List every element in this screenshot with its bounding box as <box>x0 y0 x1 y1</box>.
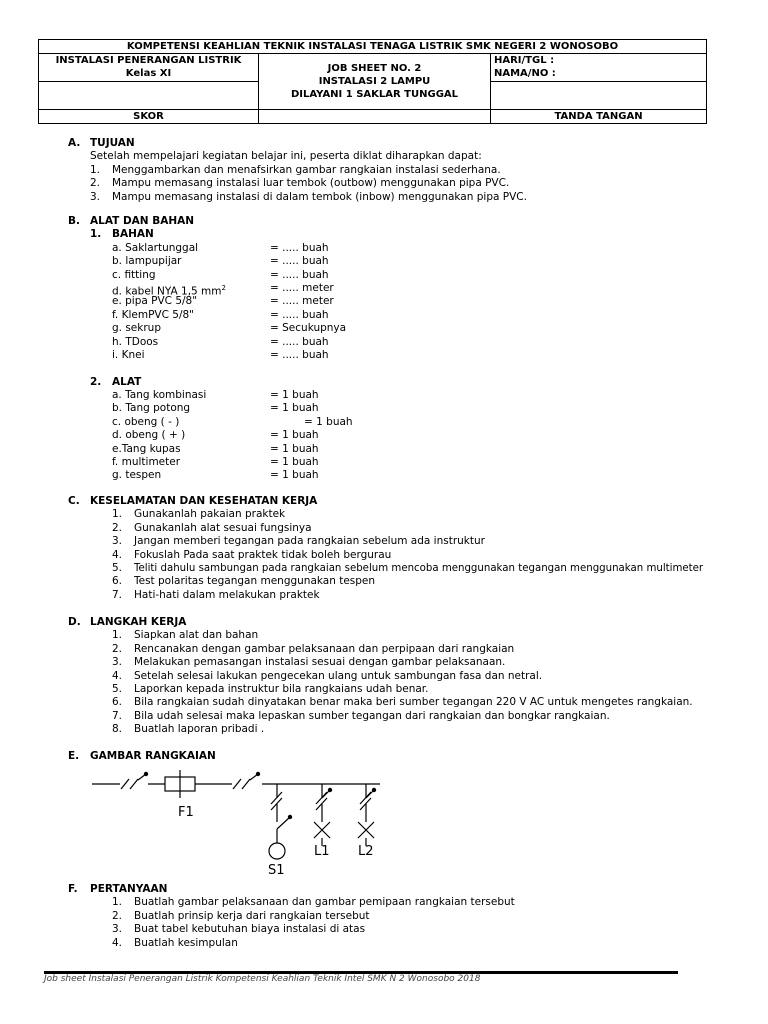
item-number: 8. <box>112 723 123 736</box>
material-qty: = ..... buah <box>270 335 329 348</box>
list-item: Mampu memasang instalasi di dalam tembok (inbow) menggunakan pipa PVC. <box>112 190 527 203</box>
item-number: 7. <box>112 709 123 722</box>
item-number: 4. <box>112 669 123 682</box>
break-mark-left <box>121 774 146 789</box>
material-name: g. sekrup <box>112 322 161 335</box>
list-item: Setelah selesai lakukan pengecekan ulang untuk sambungan fasa dan netral. <box>134 669 543 682</box>
list-item: Jangan memberi tegangan pada rangkaian sebelum ada instruktur <box>134 535 485 548</box>
tool-qty: = 1 buah <box>270 469 319 482</box>
empty-cell-right <box>491 82 707 110</box>
job-title-cell <box>259 54 491 110</box>
switch-symbol <box>269 843 285 859</box>
section-title: TUJUAN <box>90 137 135 149</box>
item-number: 6. <box>112 696 123 709</box>
job-number: JOB SHEET NO. 2 <box>327 63 422 74</box>
material-name: f. KlemPVC 5/8" <box>112 308 195 321</box>
subsection-title: BAHAN <box>112 228 154 241</box>
section-title: KESELAMATAN DAN KESEHATAN KERJA <box>90 495 318 507</box>
tool-name: g. tespen <box>112 469 162 482</box>
subsection-number: 2. <box>90 375 102 388</box>
list-item: Buatlah gambar pelaksanaan dan gambar pemipaan rangkaian tersebut <box>134 896 515 909</box>
section-letter: D. <box>68 616 81 628</box>
tool-qty: = 1 buah <box>270 389 319 402</box>
item-number: 3. <box>112 923 123 936</box>
item-number: 3. <box>90 190 101 203</box>
footer-text: Job sheet Instalasi Penerangan Listrik Kompetensi Keahlian Teknik Intel SMK N 2 Wonosobo 2018 <box>44 974 481 984</box>
item-number: 5. <box>112 561 123 574</box>
list-item: Siapkan alat dan bahan <box>134 629 259 642</box>
section-letter: F. <box>68 883 78 895</box>
class-name: Kelas XI <box>125 68 172 79</box>
header-table <box>38 39 707 124</box>
item-number: 4. <box>112 548 123 561</box>
list-item: Gunakanlah pakaian praktek <box>134 508 286 521</box>
tool-qty: = 1 buah <box>270 456 319 469</box>
list-item: Gunakanlah alat sesuai fungsinya <box>134 521 312 534</box>
lamp2-symbol <box>358 822 374 838</box>
subject-name: INSTALASI PENERANGAN LISTRIK <box>55 55 242 66</box>
list-item: Test polaritas tegangan menggunakan tespen <box>134 575 376 588</box>
list-item: Laporkan kepada instruktur bila rangkaians udah benar. <box>134 682 429 695</box>
break-mark-mid <box>233 774 258 789</box>
item-number: 1. <box>112 629 123 642</box>
score-label: SKOR <box>39 110 259 124</box>
list-item: Teliti dahulu sambungan pada rangkaian sebelum mencoba menggunakan tegangan menggunakan multimeter <box>134 562 704 574</box>
list-item: Hati-hati dalam melakukan praktek <box>134 588 320 601</box>
material-qty: = ..... buah <box>270 241 329 254</box>
tool-name: c. obeng ( - ) <box>112 415 180 428</box>
circuit-diagram <box>0 760 768 880</box>
material-name: h. TDoos <box>112 335 159 348</box>
tujuan-intro: Setelah mempelajari kegiatan belajar ini, peserta diklat diharapkan dapat: <box>90 150 482 163</box>
item-number: 2. <box>90 177 101 190</box>
section-title: LANGKAH KERJA <box>90 616 187 628</box>
tool-qty: = 1 buah <box>270 442 319 455</box>
section-letter: B. <box>68 215 80 227</box>
signature-label: TANDA TANGAN <box>491 110 707 124</box>
list-item: Bila rangkaian sudah dinyatakan benar maka beri sumber tegangan 220 V AC untuk mengetes rangkaian. <box>134 696 693 709</box>
list-item: Mampu memasang instalasi luar tembok (outbow) menggunakan pipa PVC. <box>112 177 510 190</box>
item-number: 4. <box>112 936 123 949</box>
job-title-line1: INSTALASI 2 LAMPU <box>318 76 431 87</box>
date-label: HARI/TGL : <box>494 55 555 66</box>
tool-name: f. multimeter <box>112 456 181 469</box>
job-title-line2: DILAYANI 1 SAKLAR TUNGGAL <box>290 89 459 100</box>
date-name-cell <box>491 54 707 82</box>
tool-qty: = 1 buah <box>304 415 353 428</box>
score-value-cell <box>259 110 491 124</box>
material-qty: = ..... buah <box>270 348 329 361</box>
item-number: 1. <box>112 896 123 909</box>
competence-title: KOMPETENSI KEAHLIAN TEKNIK INSTALASI TENAGA LISTRIK SMK NEGERI 2 WONOSOBO <box>39 40 707 54</box>
item-number: 1. <box>90 163 101 176</box>
material-name: d. kabel NYA 1,5 mm <box>112 285 222 298</box>
item-number: 3. <box>112 656 123 669</box>
material-qty: = ..... buah <box>270 268 329 281</box>
tool-qty: = 1 buah <box>270 429 319 442</box>
section-letter: E. <box>68 750 80 762</box>
item-number: 2. <box>112 521 123 534</box>
list-item: Buatlah prinsip kerja dari rangkaian tersebut <box>134 909 370 922</box>
subject-cell <box>39 54 259 82</box>
material-name: e. pipa PVC 5/8" <box>112 295 198 308</box>
material-name: i. Knei <box>112 348 145 361</box>
tool-qty: = 1 buah <box>270 402 319 415</box>
material-name: b. lampupijar <box>112 255 182 268</box>
list-item: Fokuslah Pada saat praktek tidak boleh bergurau <box>134 548 392 561</box>
material-name: a. Saklartunggal <box>112 241 199 254</box>
list-item: Rencanakan dengan gambar pelaksanaan dan perpipaan dari rangkaian <box>134 642 515 655</box>
lamp1-label: L1 <box>314 844 330 859</box>
item-number: 1. <box>112 508 123 521</box>
material-name: c. fitting <box>112 268 156 281</box>
lamp1-symbol <box>314 822 330 838</box>
item-number: 5. <box>112 682 123 695</box>
tool-name: d. obeng ( + ) <box>112 429 186 442</box>
list-item: Buatlah laporan pribadi . <box>134 723 265 736</box>
section-title: ALAT DAN BAHAN <box>90 215 195 227</box>
list-item: Melakukan pemasangan instalasi sesuai dengan gambar pelaksanaan. <box>134 656 506 669</box>
list-item: Buatlah kesimpulan <box>134 936 238 949</box>
name-label: NAMA/NO : <box>494 68 556 79</box>
material-qty: = ..... meter <box>270 281 334 294</box>
list-item: Menggambarkan dan menafsirkan gambar rangkaian instalasi sederhana. <box>112 163 501 176</box>
material-qty: = ..... meter <box>270 295 334 308</box>
section-title: GAMBAR RANGKAIAN <box>90 750 216 762</box>
subsection-number: 1. <box>90 228 102 241</box>
material-qty: = ..... buah <box>270 308 329 321</box>
item-number: 3. <box>112 535 123 548</box>
list-item: Bila udah selesai maka lepaskan sumber tegangan dari rangkaian dan bongkar rangkaian. <box>134 709 610 722</box>
item-number: 2. <box>112 642 123 655</box>
section-letter: C. <box>68 495 80 507</box>
list-item: Buat tabel kebutuhan biaya instalasi di atas <box>134 923 366 936</box>
tool-name: b. Tang potong <box>112 402 191 415</box>
lamp2-label: L2 <box>358 844 374 859</box>
subsection-title: ALAT <box>112 375 142 388</box>
switch-label: S1 <box>268 863 285 878</box>
tool-name: e.Tang kupas <box>112 442 181 455</box>
empty-cell-left <box>39 82 259 110</box>
item-number: 7. <box>112 588 123 601</box>
superscript: 2 <box>221 283 226 292</box>
item-number: 2. <box>112 909 123 922</box>
section-title: PERTANYAAN <box>90 883 168 895</box>
material-qty: = Secukupnya <box>270 322 347 335</box>
material-qty: = ..... buah <box>270 255 329 268</box>
fuse-label: F1 <box>178 805 194 820</box>
item-number: 6. <box>112 575 123 588</box>
tool-name: a. Tang kombinasi <box>112 389 207 402</box>
section-letter: A. <box>68 137 81 149</box>
